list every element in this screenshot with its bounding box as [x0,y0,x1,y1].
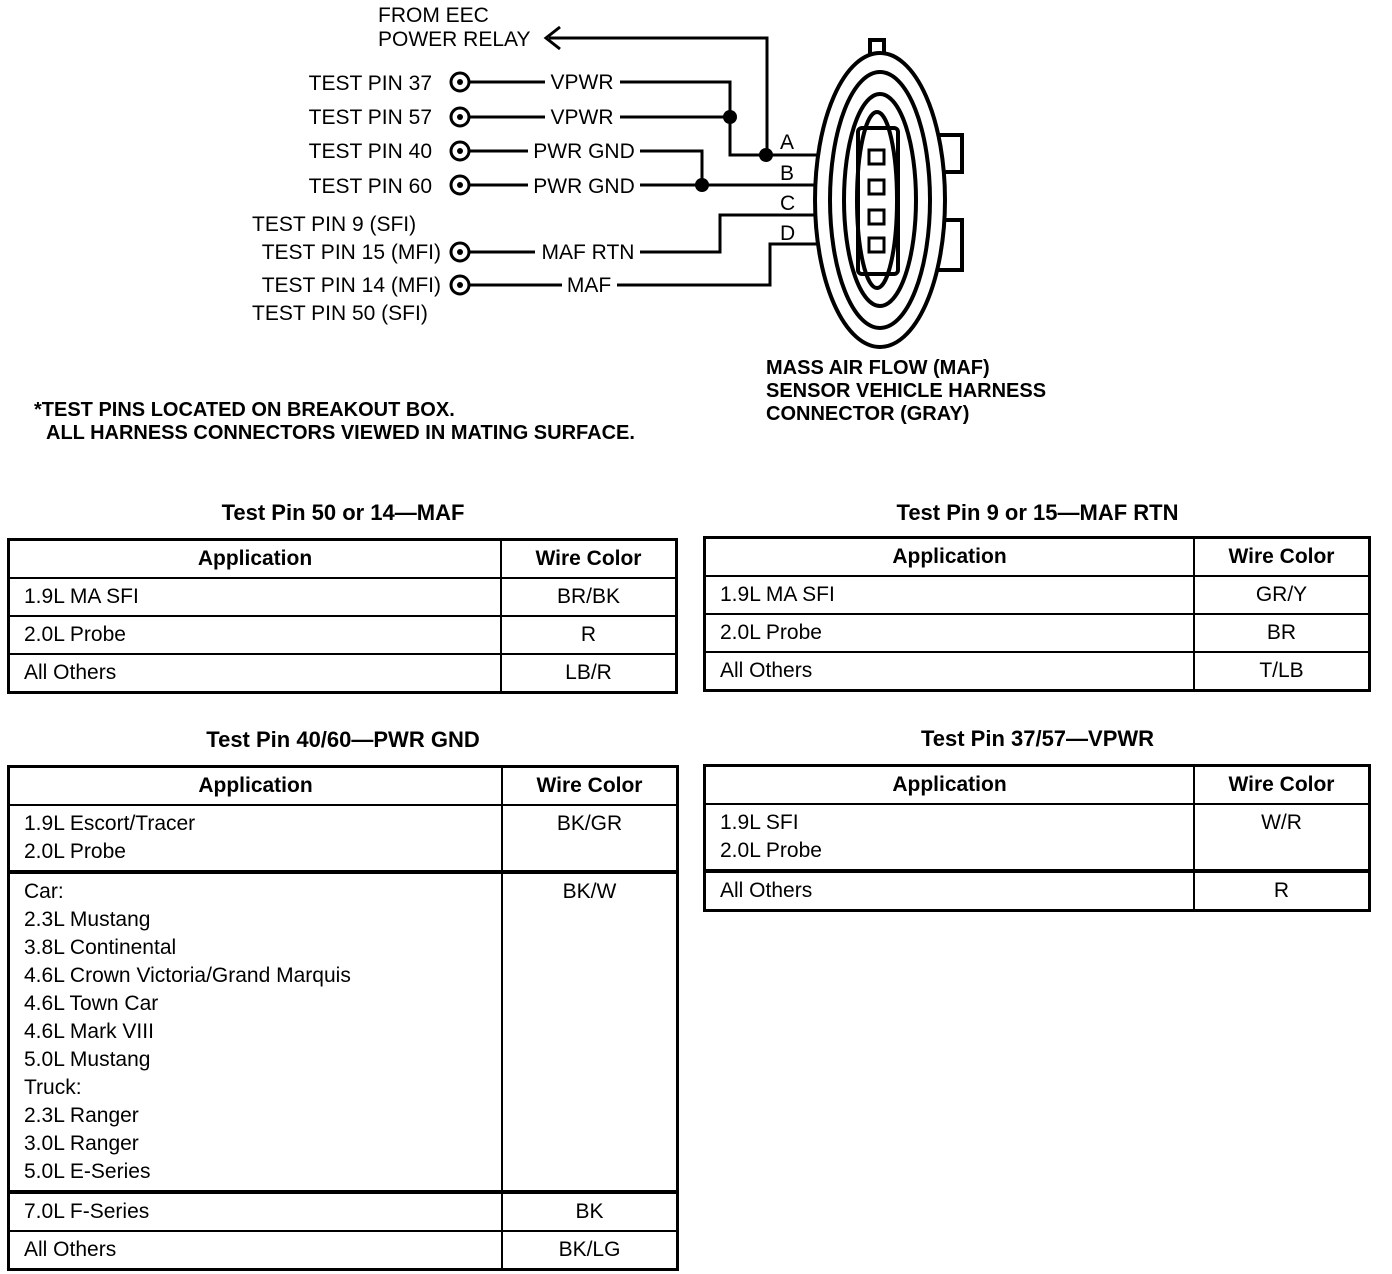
terminal-d-label: D [780,222,796,245]
test-pin-50-label: TEST PIN 50 (SFI) [252,302,428,325]
connector-label-line2: SENSOR VEHICLE HARNESS [766,380,1047,402]
pwr-gnd-row-application [9,1192,503,1231]
application-line: 2.0L Probe [720,839,822,862]
wire-label-pwr-gnd-60: PWR GND [533,175,635,198]
table-row [705,614,1370,652]
table-row [9,805,678,872]
splice-dots [695,110,773,192]
application-line: 2.0L Probe [24,840,126,863]
pwr-gnd-row-application [9,1231,503,1270]
maf-table-title: Test Pin 50 or 14—MAF [221,500,465,525]
application-line: 3.0L Ranger [24,1132,139,1155]
pwr-gnd-row-color: BK/LG [502,1231,678,1270]
terminal-a-label: A [780,131,795,154]
application-line: 1.9L SFI [720,811,799,834]
pwr-gnd-row-color: BK/W [502,872,678,1192]
maf-row-application: 1.9L MA SFI [9,578,502,616]
application-line: Car: [24,880,64,903]
table-row [705,652,1370,691]
vpwr-header-wire-color: Wire Color [1194,766,1370,805]
application-line: Truck: [24,1076,82,1099]
vpwr-row-application [705,871,1195,911]
maf-rtn-row-color: BR [1194,614,1370,652]
table-row [705,576,1370,614]
maf-rtn-header-application: Application [705,538,1195,577]
pwr-gnd-row-color: BK/GR [502,805,678,872]
pwr-gnd-table [7,765,679,1271]
pwr-gnd-row-application [9,805,503,872]
application-line: 3.8L Continental [24,936,177,959]
table-row [705,871,1370,911]
test-pin-37-label: TEST PIN 37 [308,72,432,95]
table-row [9,616,677,654]
maf-header-wire-color: Wire Color [501,540,677,579]
test-pin-40-label: TEST PIN 40 [308,140,432,163]
test-pin-60-label: TEST PIN 60 [308,175,432,198]
connector-label-line3: CONNECTOR (GRAY) [766,403,970,425]
maf-rtn-row-application: All Others [705,652,1195,691]
application-line: All Others [720,879,813,902]
wiring-diagram [0,0,1392,470]
pwr-gnd-header-application: Application [9,767,503,806]
test-pin-15-label: TEST PIN 15 (MFI) [261,241,441,264]
relay-label-line1: FROM EEC [378,4,489,27]
table-row [9,872,678,1192]
application-line: 2.3L Ranger [24,1104,139,1127]
maf-row-color: BR/BK [501,578,677,616]
maf-rtn-row-color: T/LB [1194,652,1370,691]
vpwr-table-title: Test Pin 37/57—VPWR [920,726,1155,751]
maf-rtn-table-title: Test Pin 9 or 15—MAF RTN [896,500,1179,525]
application-line: 2.3L Mustang [24,908,151,931]
connector-label-line1: MASS AIR FLOW (MAF) [766,357,990,379]
pwr-gnd-table-title: Test Pin 40/60—PWR GND [206,727,480,752]
wire-label-vpwr-57: VPWR [550,106,614,129]
wire-label-pwr-gnd-40: PWR GND [533,140,635,163]
pwr-gnd-row-color: BK [502,1192,678,1231]
note-line2: ALL HARNESS CONNECTORS VIEWED IN MATING SURFACE. [46,422,635,444]
test-pin-57-label: TEST PIN 57 [308,106,432,129]
application-line: 1.9L Escort/Tracer [24,812,196,835]
maf-row-color: R [501,616,677,654]
note-line1: *TEST PINS LOCATED ON BREAKOUT BOX. [34,399,455,421]
vpwr-row-color: W/R [1194,804,1370,871]
table-row [9,654,677,693]
table-row [9,578,677,616]
maf-table [7,538,678,694]
maf-row-application: All Others [9,654,502,693]
application-line: 5.0L E-Series [24,1160,151,1183]
vpwr-header-application: Application [705,766,1195,805]
vpwr-row-application [705,804,1195,871]
relay-label-line2: POWER RELAY [378,28,531,51]
application-line: 7.0L F-Series [24,1200,150,1223]
table-row [705,804,1370,871]
test-pin-14-label: TEST PIN 14 (MFI) [261,274,441,297]
wire-label-vpwr-37: VPWR [550,71,614,94]
terminal-b-label: B [780,162,795,185]
application-line: 4.6L Crown Victoria/Grand Marquis [24,964,351,987]
wires [469,82,870,285]
maf-row-application: 2.0L Probe [9,616,502,654]
maf-rtn-table [703,536,1371,692]
maf-rtn-row-application: 1.9L MA SFI [705,576,1195,614]
application-line: 4.6L Town Car [24,992,159,1015]
pwr-gnd-header-wire-color: Wire Color [502,767,678,806]
application-line: All Others [24,1238,117,1261]
application-line: 4.6L Mark VIII [24,1020,154,1043]
wire-label-maf-rtn: MAF RTN [541,241,635,264]
application-line: 5.0L Mustang [24,1048,151,1071]
vpwr-table [703,764,1371,912]
maf-header-application: Application [9,540,502,579]
maf-connector-icon [815,40,962,347]
maf-rtn-row-application: 2.0L Probe [705,614,1195,652]
test-pin-9-label: TEST PIN 9 (SFI) [252,213,417,236]
wire-label-maf: MAF [566,274,612,297]
pwr-gnd-row-application [9,872,503,1192]
maf-row-color: LB/R [501,654,677,693]
table-row [9,1192,678,1231]
table-row [9,1231,678,1270]
vpwr-row-color: R [1194,871,1370,911]
terminal-c-label: C [780,192,796,215]
maf-rtn-row-color: GR/Y [1194,576,1370,614]
maf-rtn-header-wire-color: Wire Color [1194,538,1370,577]
